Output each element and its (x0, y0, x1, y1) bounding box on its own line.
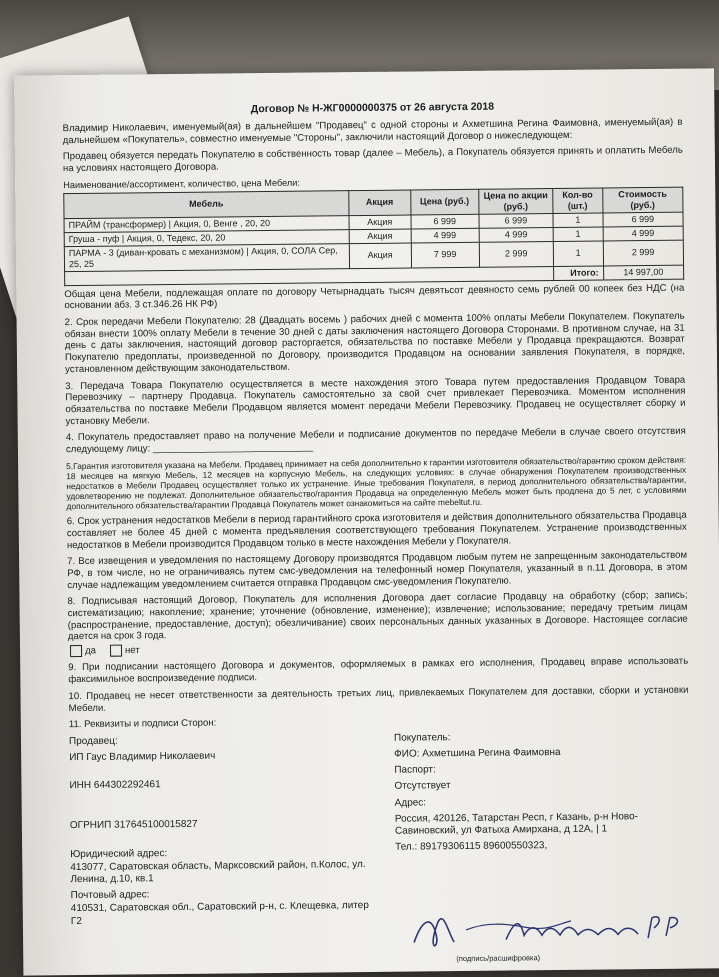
col-qty: Кол-во (шт.) (553, 188, 603, 213)
seller-inn: ИНН 644302292461 (69, 779, 161, 792)
buyer-heading: Покупатель: (393, 732, 451, 744)
row-promo: Акция (349, 229, 411, 244)
row-qty: 1 (553, 241, 603, 266)
contract-title: Договор № Н-ЖГ0000000375 от 26 августа 2018 (250, 100, 495, 116)
clause-8: 8. Подписывая настоящий Договор, Покупатель для исполнения Договора дает согласие Продавцу на обработку (сбор; запись; систематизацию; накопление; хранение; уточнение (обновление, изменение); извлечение; использование; передачу третьим лицам (распространение, предоставление, доступ); обезличивание) своих персональных данных указанных в Договоре. Настоящее согласие дается на срок 3 года. (67, 590, 688, 643)
row-promo: Акция (349, 215, 411, 230)
clause-7: 7. Все извещения и уведомления по настоящему Договору производятся Продавцом любым путем не запрещенным законодательством РФ, в том числе, но не ограничиваясь путем смс-уведомления на телефонный номер Покупателя, указанный в п.11 Договора, в этом случае надлежащим уведомлением считается отправка Продавцом смс-уведомления Покупателю. (67, 549, 688, 591)
col-cost: Стоимость (руб.) (602, 187, 683, 213)
clause-1: Продавец обязуется передать Покупателю в собственность товар (далее – Мебель), а Покупатель обязуется принять и оплатить Мебель на условиях настоящего Договора. (62, 144, 683, 175)
handwritten-signature (396, 889, 697, 962)
signature-caption: (подпись/расшифровка) (456, 953, 541, 964)
table-caption: Наименование/ассортимент, количество, цена Мебели: (63, 177, 301, 190)
row-qty: 1 (553, 227, 603, 241)
seller-ogrnip: ОГРНИП 317645100015827 (69, 819, 198, 832)
contract-content (62, 99, 691, 976)
row-promo-price: 2 999 (479, 241, 554, 267)
seller-postal-address: 410531, Саратовская обл., Саратовский р-н, с. Клещевка, литер Г2 (70, 900, 369, 927)
buyer-name: ФИО: Ахметшина Регина Фаимовна (394, 747, 561, 760)
goods-table (63, 186, 684, 285)
row-promo-price: 4 999 (479, 227, 553, 242)
clause-9: 9. При подписании настоящего Договора и документов, оформляемых в рамках его исполнения, Продавец вправе использовать факсимильное воспроизведение подписи. (68, 656, 689, 686)
buyer-details (394, 730, 695, 859)
row-cost: 4 999 (603, 226, 684, 241)
row-cost: 6 999 (602, 212, 683, 227)
clause-4: 4. Покупатель предоставляет право на получение Мебели и подписание документов по передаче Мебели в случае своего отсутствия следующему лицу: ______________________________ (65, 425, 686, 456)
clause-total-price: Общая цена Мебели, подлежащая оплате по договору Четырнадцать тысяч девятьсот девяносто семь рублей 00 копеек без НДС (на основании абз. 3 ст.346.26 НК РФ) (64, 282, 685, 312)
row-price: 4 999 (411, 228, 479, 243)
row-name: ПРАЙМ (трансформер) | Акция, 0, Венге , 20, 20 (64, 215, 349, 232)
clause-10: 10. Продавец не несет ответственности за деятельность третьих лиц, привлекаемых Покупателем для доставки, сборки и установки Мебели. (68, 684, 689, 714)
row-name: ПАРМА - 3 (диван-кровать с механизмом) | Акция, 0, СОЛА Сер, 25, 25 (64, 243, 349, 271)
row-price: 7 999 (411, 242, 479, 268)
clause-5: 5.Гарантия изготовителя указана на Мебели. Продавец принимает на себя дополнительно к гарантии изготовителя обязательство/гарантию сроком действия: 18 месяцев на мягкую Мебель, 12 месяцев на корпусную Мебель, на следующих условиях: в случае обнаружения Покупателем производственных недостатков в Мебели Продавец осуществляет только их устранение. Иные требования Покупателя, в период дополнительного обязательства/гарантии, удовлетворению не подлежат. Дополнительное обязательство/гарантия Продавца на определенную Мебель может быть продлена до 5 лет, с условиями дополнительного обязательства/гарантии Продавца Покупатель может ознакомиться на сайте mebeltut.ru. (66, 454, 687, 512)
row-promo: Акция (349, 243, 411, 269)
col-promo-price: Цена по акции (руб.) (478, 188, 553, 214)
signature-area (396, 889, 697, 972)
contract-sheet (14, 68, 719, 975)
clause-3: 3. Передача Товара Покупателю осуществляется в месте нахождения этого Товара путем предоставления Продавцом Товара Перевозчику – партнеру Продавца. Покупатель самостоятельно за свой счет привлекает Перевозчика. Моментом исполнения обязательства по поставке Мебели Продавцом является момент передачи Мебели Перевозчику. Продавец не осуществляет сборку и установку Мебели. (65, 374, 686, 427)
seller-legal-address-label: Юридический адрес: (70, 847, 168, 860)
contract-intro: Владимир Николаевич, именуемый(ая) в дальнейшем "Продавец" с одной стороны и Ахметшина Регина Фаимовна, именуемый(ая) в дальнейшем «Покупатель», совместно именуемые "Стороны", заключили настоящий Договор о нижеследующем: (62, 116, 683, 146)
buyer-passport-label: Паспорт: (394, 764, 436, 777)
seller-details (69, 733, 371, 932)
buyer-address: Россия, 420126, Татарстан Респ, г Казань, р-н Ново-Савиновский, ул Фатыха Амирхана, д 12А, | 1 (394, 811, 639, 837)
row-cost: 2 999 (603, 240, 684, 266)
row-name: Груша - пуф | Акция, 0, Тедекс, 20, 20 (64, 229, 349, 246)
buyer-passport: Отсутствует (394, 780, 451, 793)
consent-yes-label: да (84, 645, 97, 657)
consent-no-option[interactable] (110, 645, 140, 658)
seller-heading: Продавец: (68, 735, 118, 748)
clause-2: 2. Срок передачи Мебели Покупателю: 28 (Двадцать восемь ) рабочих дней с момента 100% оплаты Мебели Покупателем. Покупатель обязан внести 100% оплату Мебели в течение 30 дней с даты заключения настоящего Договора Сторонами. В противном случае, на 31 день с даты заключения, настоящий договор расторгается, обязательства по поставке Мебели у Продавца прекращаются. Возврат Покупателю предоплаты, произведенной по Договору, производится Продавцом на основании заявления Покупателя, в порядке, установленном действующим законодательством. (64, 310, 685, 375)
col-price: Цена (руб.) (410, 189, 478, 215)
clause-6: 6. Срок устранения недостатков Мебели в период гарантийного срока изготовителя и действия дополнительного обязательства Продавца составляет не более 45 дней с момента предъявления соответствующего требования Покупателем. Устранение производственных недостатков в Мебели производится Продавцом только в месте нахождения Мебели у Покупателя. (66, 509, 687, 551)
col-promo: Акция (348, 190, 410, 216)
buyer-address-label: Адрес: (394, 797, 427, 809)
row-qty: 1 (553, 213, 603, 227)
checkbox-icon[interactable] (70, 645, 82, 657)
row-promo-price: 6 999 (479, 213, 553, 228)
col-furniture: Мебель (64, 190, 349, 218)
seller-postal-address-label: Почтовый адрес: (70, 889, 150, 902)
total-value: 14 997,00 (603, 265, 684, 280)
row-price: 6 999 (411, 214, 479, 229)
clause-11: 11. Реквизиты и подписи Сторон: (68, 717, 217, 731)
checkbox-icon[interactable] (110, 645, 122, 657)
seller-legal-address: 413077, Саратовская область, Марксовский район, п.Колос, ул. Ленина, д.10, кв.1 (70, 858, 366, 886)
consent-no-label: нет (124, 645, 140, 657)
buyer-phone: Тел.: 89179306115 89600550323, (395, 840, 548, 853)
seller-name: ИП Гаус Владимир Николаевич (69, 750, 216, 764)
total-label: Итого: (554, 266, 604, 280)
consent-yes-option[interactable] (70, 645, 96, 658)
requisites (69, 730, 691, 976)
